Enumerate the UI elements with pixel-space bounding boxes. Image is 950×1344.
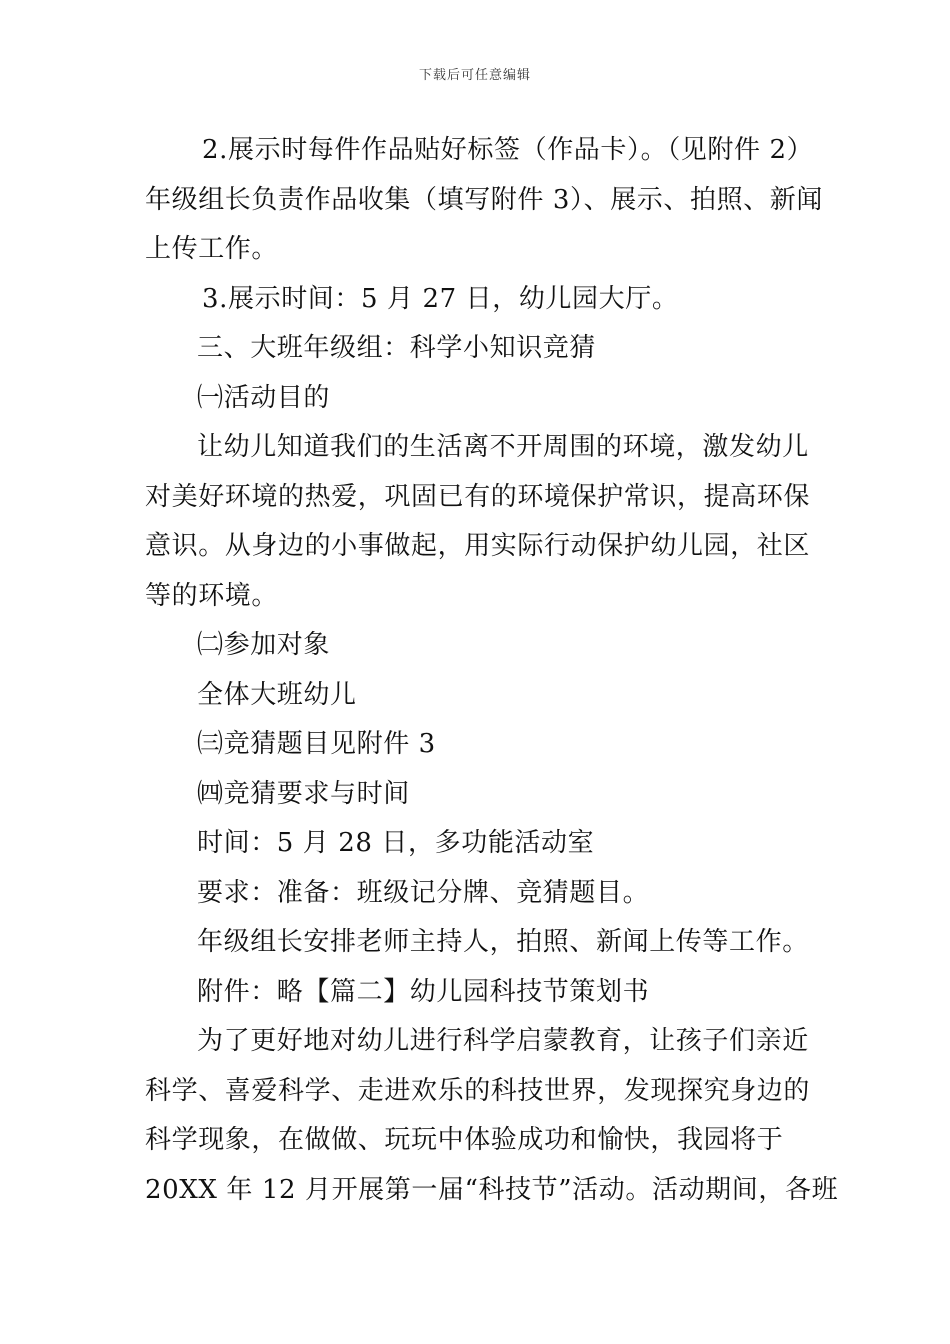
paragraph-line: 20XX 年 12 月开展第一届“科技节”活动。活动期间，各班 (145, 1174, 839, 1205)
paragraph-line: 为了更好地对幼儿进行科学启蒙教育，让孩子们亲近 (197, 1026, 809, 1056)
paragraph-line: 对美好环境的热爱，巩固已有的环境保护常识，提高环保 (145, 481, 811, 512)
paragraph-line: 全体大班幼儿 (197, 679, 357, 710)
paragraph-line: 要求：准备：班级记分牌、竞猜题目。 (197, 877, 650, 908)
paragraph-line: 时间：5 月 28 日，多功能活动室 (197, 828, 595, 858)
paragraph-line: 3.展示时间：5 月 27 日，幼儿园大厅。 (202, 283, 679, 314)
paragraph-line: 年级组长负责作品收集（填写附件 3）、展示、拍照、新闻 (145, 184, 824, 215)
subsection-heading: ㈣竞猜要求与时间 (197, 778, 410, 809)
page-header-note: 下载后可任意编辑 (418, 68, 531, 83)
paragraph-line: 年级组长安排老师主持人，拍照、新闻上传等工作。 (197, 927, 809, 957)
subsection-heading: ㈠活动目的 (197, 382, 331, 413)
paragraph-line: 科学现象，在做做、玩玩中体验成功和愉快，我园将于 (145, 1125, 784, 1155)
section-heading: 三、大班年级组：科学小知识竞猜 (197, 333, 597, 363)
paragraph-line: 等的环境。 (145, 580, 279, 611)
paragraph-line: 科学、喜爱科学、走进欢乐的科技世界，发现探究身边的 (145, 1075, 811, 1106)
paragraph-line: 意识。从身边的小事做起，用实际行动保护幼儿园，社区 (145, 531, 811, 561)
paragraph-line: 让幼儿知道我们的生活离不开周围的环境，激发幼儿 (197, 432, 809, 462)
paragraph-line: 上传工作。 (145, 234, 279, 264)
paragraph-line: 附件：略【篇二】幼儿园科技节策划书 (197, 976, 650, 1007)
document-body (145, 126, 839, 1215)
subsection-heading: ㈢竞猜题目见附件 3 (197, 729, 436, 759)
paragraph-line: 2.展示时每件作品贴好标签（作品卡）。（见附件 2） (202, 135, 814, 165)
subsection-heading: ㈡参加对象 (197, 630, 331, 660)
